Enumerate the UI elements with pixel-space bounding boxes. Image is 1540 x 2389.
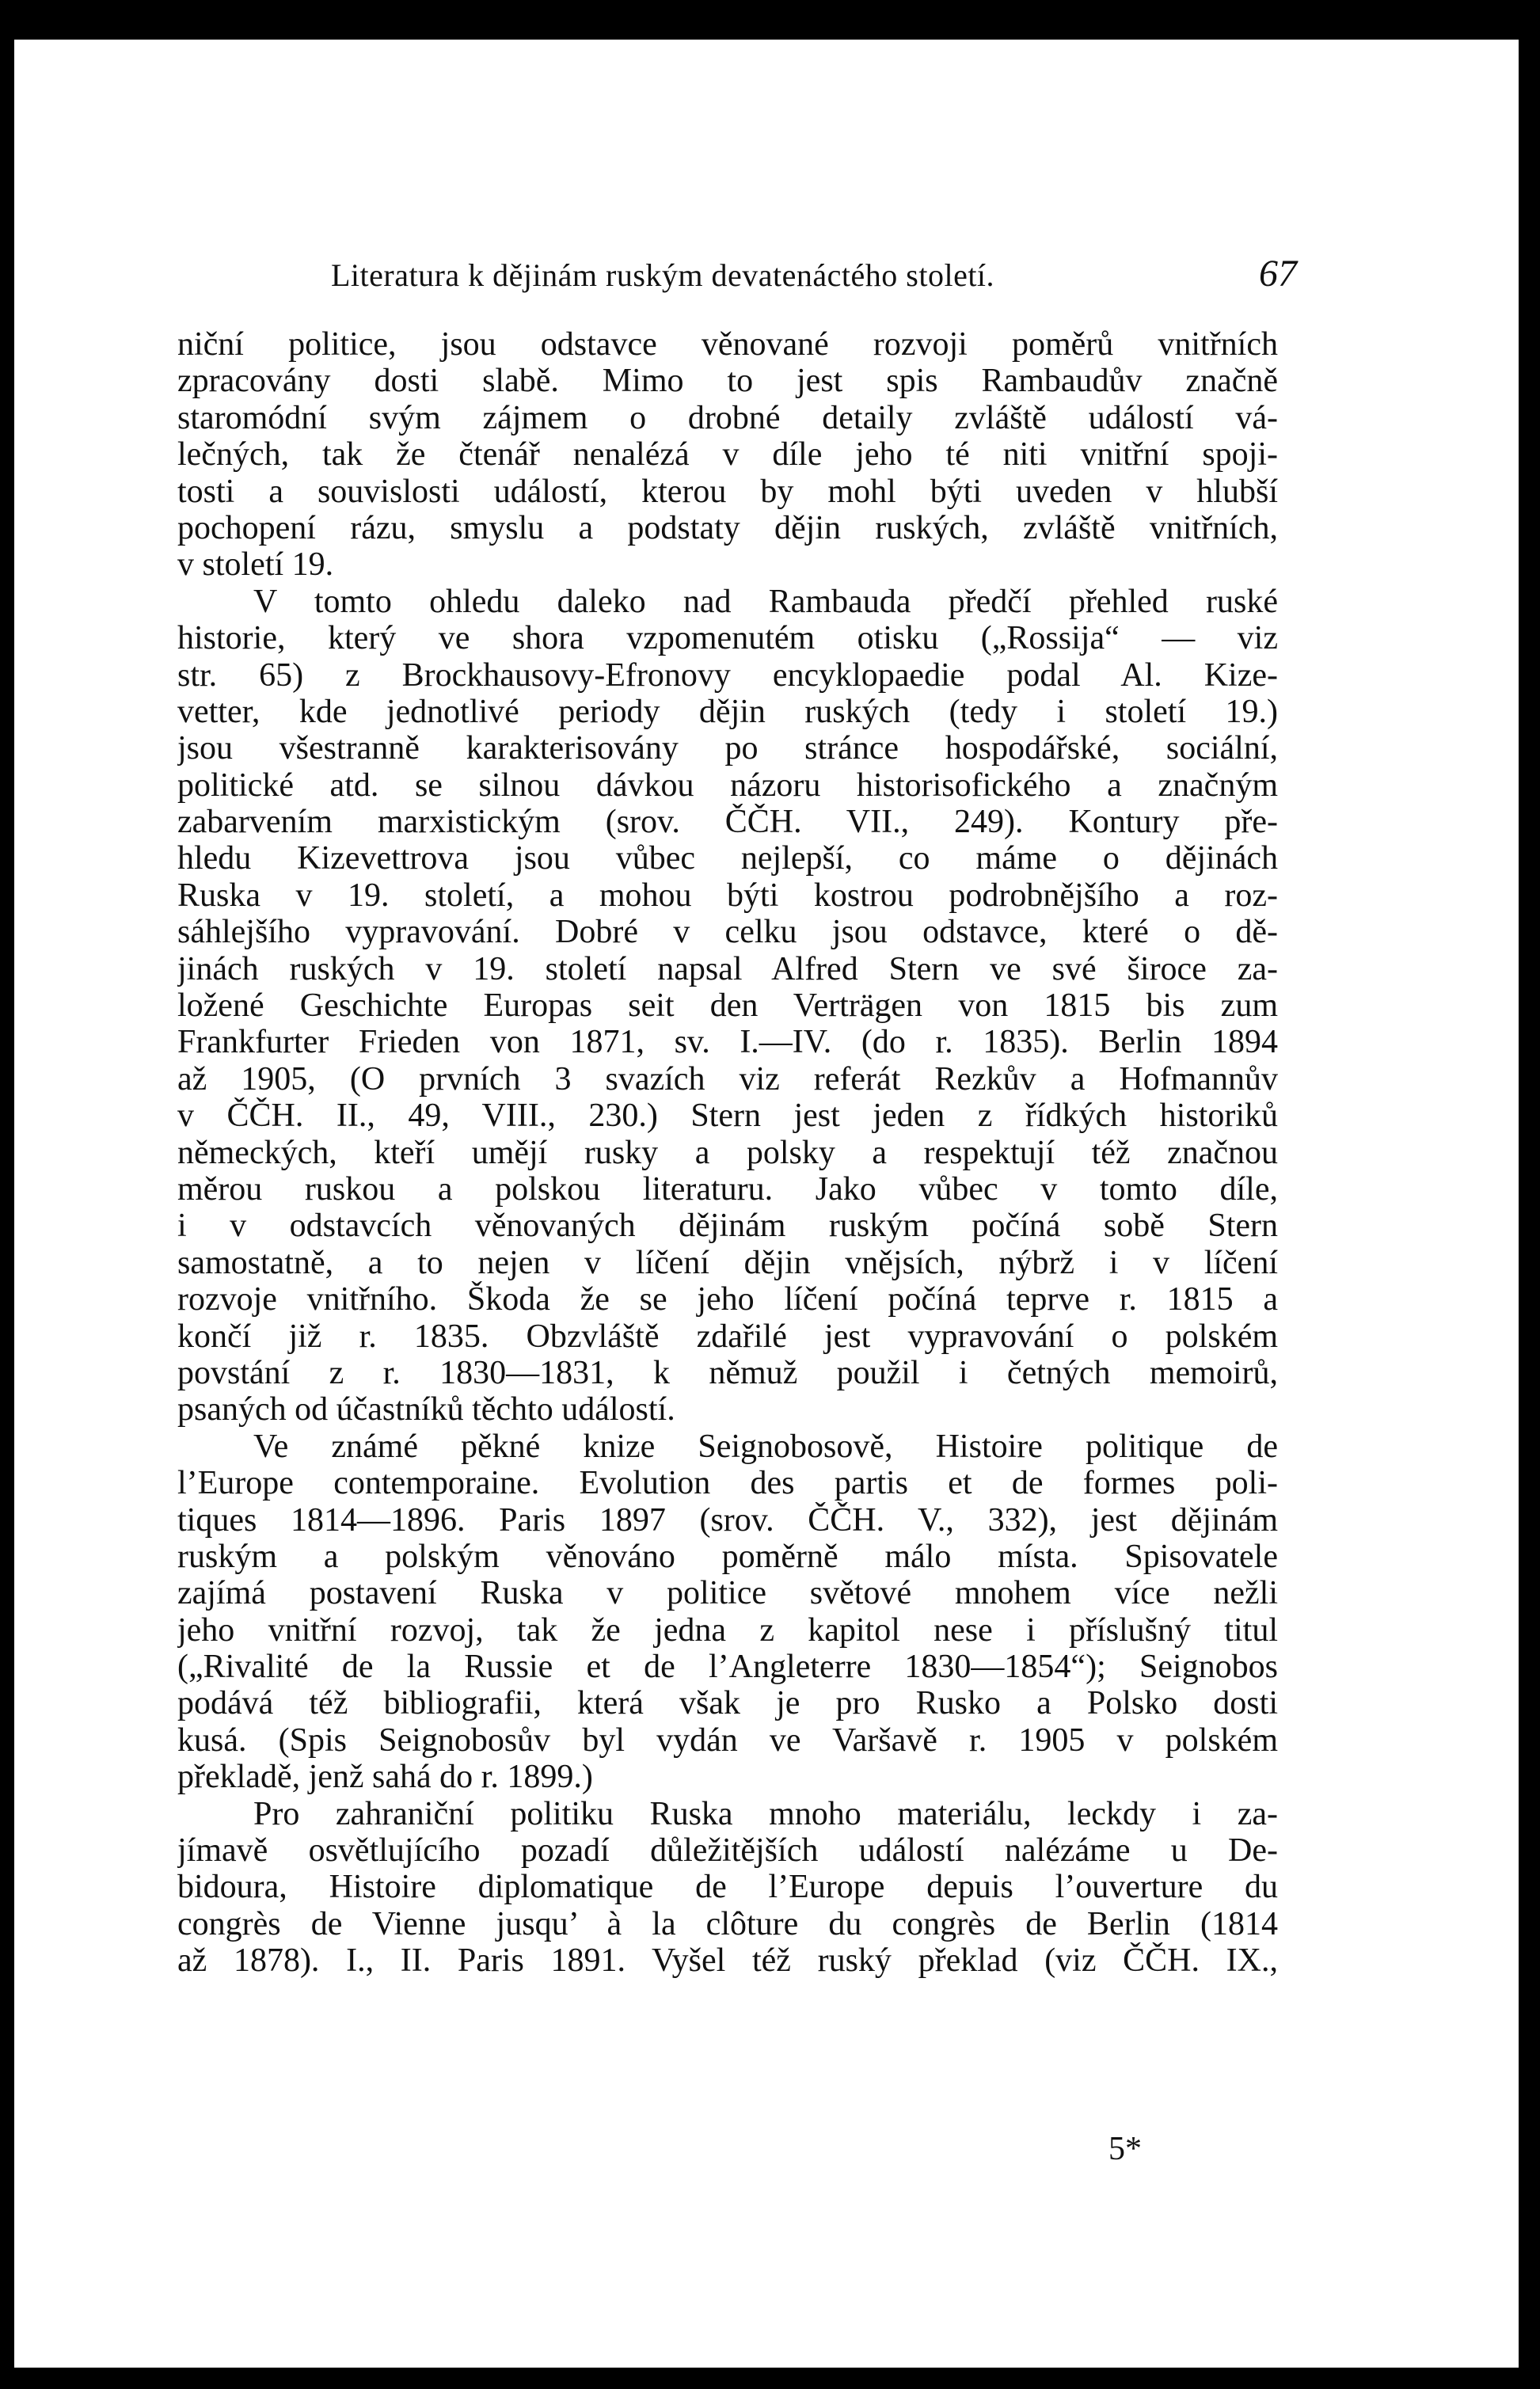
text-line: Frankfurter Frieden von 1871, sv. I.—IV. (do r. 1835). Berlin 1894 (177, 1024, 1278, 1061)
text-line: psaných od účastníků těchto událostí. (177, 1391, 675, 1428)
text-line: rozvoje vnitřního. Škoda že se jeho líčení počíná teprve r. 1815 a (177, 1281, 1278, 1318)
text-line: v století 19. (177, 546, 334, 584)
text-line: Ve známé pěkné knize Seignobosově, Histoire politique de (253, 1428, 1278, 1465)
text-line: jeho vnitřní rozvoj, tak že jedna z kapitol nese i příslušný titul (177, 1611, 1278, 1649)
text-line: vetter, kde jednotlivé periody dějin ruských (tedy i století 19.) (177, 693, 1278, 730)
text-line: niční politice, jsou odstavce věnované rozvoji poměrů vnitřních (177, 326, 1278, 363)
text-line: německých, kteří umějí rusky a polsky a respektují též značnou (177, 1134, 1278, 1171)
text-line: bidoura, Histoire diplomatique de l’Europe depuis l’ouverture du (177, 1869, 1278, 1906)
text-line: Pro zahraniční politiku Ruska mnoho materiálu, leckdy i za- (253, 1795, 1278, 1832)
text-line: zabarvením marxistickým (srov. ČČH. VII., 249). Kontury pře- (177, 804, 1278, 841)
text-line: tosti a souvislosti událostí, kterou by mohl býti uveden v hlubší (177, 473, 1278, 510)
text-line: ložené Geschichte Europas seit den Verträgen von 1815 bis zum (177, 987, 1278, 1025)
text-line: zajímá postavení Ruska v politice světové mnohem více nežli (177, 1575, 1278, 1612)
body-text (177, 326, 1278, 1980)
running-header (331, 252, 1297, 295)
text-line: („Rivalité de la Russie et de l’Angleterre 1830—1854“); Seignobos (177, 1649, 1278, 1686)
signature-mark: 5* (1108, 2131, 1142, 2167)
text-line: končí již r. 1835. Obzvláště zdařilé jest vypravování o polském (177, 1318, 1278, 1355)
text-line: str. 65) z Brockhausovy-Efronovy encyklopaedie podal Al. Kize- (177, 656, 1278, 694)
text-line: kusá. (Spis Seignobosův byl vydán ve Varšavě r. 1905 v polském (177, 1721, 1278, 1759)
text-line: historie, který ve shora vzpomenutém otisku („Rossija“ — viz (177, 620, 1278, 657)
text-line: lečných, tak že čtenář nenalézá v díle jeho té niti vnitřní spoji- (177, 436, 1278, 474)
text-line: měrou ruskou a polskou literaturu. Jako vůbec v tomto díle, (177, 1170, 1278, 1208)
text-line: Ruska v 19. století, a mohou býti kostrou podrobnějšího a roz- (177, 877, 1278, 914)
text-line: povstání z r. 1830—1831, k němuž použil i četných memoirů, (177, 1354, 1278, 1391)
text-line: podává též bibliografii, která však je pro Rusko a Polsko dosti (177, 1685, 1278, 1722)
text-line: staromódní svým zájmem o drobné detaily zvláště událostí vá- (177, 399, 1278, 436)
header-title: Literatura k dějinám ruským devatenáctého století. (331, 257, 995, 293)
text-line: hledu Kizevettrova jsou vůbec nejlepší, co máme o dějinách (177, 840, 1278, 877)
text-line: překladě, jenž sahá do r. 1899.) (177, 1759, 593, 1796)
page-number: 67 (1259, 253, 1297, 295)
text-line: sáhlejšího vypravování. Dobré v celku jsou odstavce, které o dě- (177, 914, 1278, 951)
text-line: zpracovány dosti slabě. Mimo to jest spis Rambaudův značně (177, 363, 1278, 400)
text-line: congrès de Vienne jusqu’ à la clôture du congrès de Berlin (1814 (177, 1905, 1278, 1942)
text-line: tiques 1814—1896. Paris 1897 (srov. ČČH. V., 332), jest dějinám (177, 1501, 1278, 1539)
text-line: politické atd. se silnou dávkou názoru historisofického a značným (177, 767, 1278, 804)
text-line: ruským a polským věnováno poměrně málo místa. Spisovatele (177, 1538, 1278, 1575)
text-line: pochopení rázu, smyslu a podstaty dějin ruských, zvláště vnitřních, (177, 509, 1278, 546)
text-line: v ČČH. II., 49, VIII., 230.) Stern jest jeden z řídkých historiků (177, 1097, 1278, 1135)
text-line: V tomto ohledu daleko nad Rambauda předčí přehled ruské (253, 583, 1278, 620)
text-line: jímavě osvětlujícího pozadí důležitějších událostí nalézáme u De- (177, 1832, 1278, 1870)
text-line: až 1905, (O prvních 3 svazích viz referát Rezkův a Hofmannův (177, 1060, 1278, 1097)
text-line: samostatně, a to nejen v líčení dějin vnějsích, nýbrž i v líčení (177, 1244, 1278, 1281)
text-line: jinách ruských v 19. století napsal Alfred Stern ve své široce za- (177, 950, 1278, 987)
text-line: až 1878). I., II. Paris 1891. Vyšel též ruský překlad (viz ČČH. IX., (177, 1942, 1278, 1980)
text-line: jsou všestranně karakterisovány po stránce hospodářské, sociální, (177, 730, 1278, 767)
text-line: i v odstavcích věnovaných dějinám ruským počíná sobě Stern (177, 1208, 1278, 1245)
text-line: l’Europe contemporaine. Evolution des partis et de formes poli- (177, 1465, 1278, 1502)
